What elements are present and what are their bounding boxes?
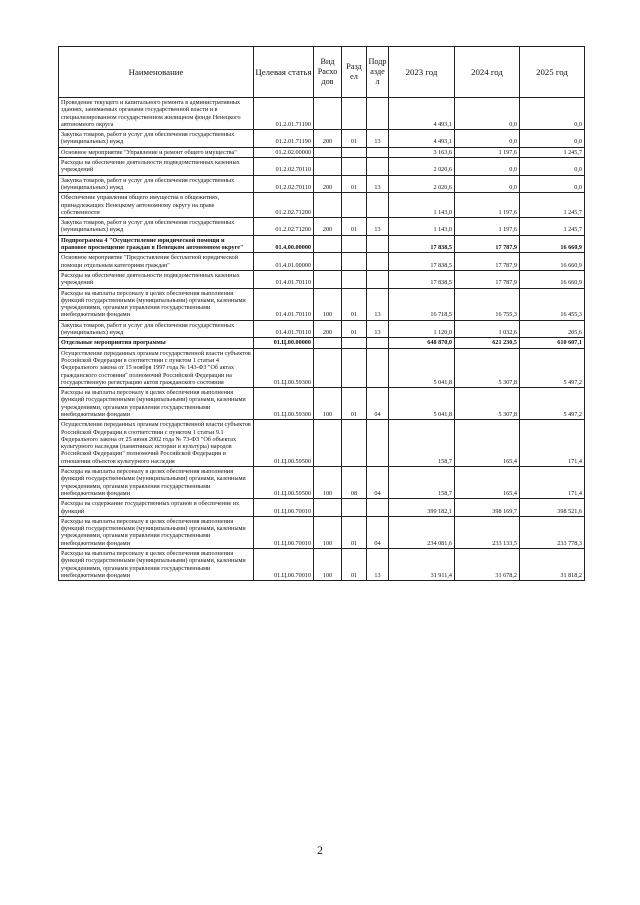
row-value-2025: 171,4 bbox=[520, 467, 585, 499]
row-podrazdel: 13 bbox=[367, 320, 389, 338]
row-article-code: 01.4.00.00000 bbox=[254, 235, 314, 253]
row-value-2024: 17 787,9 bbox=[455, 270, 520, 288]
row-podrazdel bbox=[367, 147, 389, 157]
row-value-2025: 1 245,7 bbox=[520, 147, 585, 157]
table-row bbox=[59, 388, 585, 420]
row-value-2023: 16 718,5 bbox=[389, 288, 455, 320]
row-value-2024: 165,4 bbox=[455, 420, 520, 467]
row-value-2025: 1 245,7 bbox=[520, 218, 585, 236]
table-row bbox=[59, 175, 585, 193]
row-vid: 200 bbox=[314, 218, 342, 236]
row-vid: 100 bbox=[314, 467, 342, 499]
row-name: Расходы на обеспечение деятельности подведомственных казенных учреждений bbox=[59, 158, 254, 176]
row-value-2024: 0,0 bbox=[455, 98, 520, 130]
header-vid: Вид Расхо дов bbox=[314, 47, 342, 98]
row-value-2024: 398 169,7 bbox=[455, 499, 520, 517]
row-name: Расходы на выплаты персоналу в целях обеспечения выполнения функций государственными (муниципальными) органами, казенными учреждениями, органами управления государственными внебюджетными фондами bbox=[59, 388, 254, 420]
table-row bbox=[59, 235, 585, 253]
row-razdel: 08 bbox=[342, 467, 367, 499]
row-podrazdel bbox=[367, 348, 389, 387]
row-article-code: 01.Ц.00.59300 bbox=[254, 348, 314, 387]
row-value-2023: 1 143,0 bbox=[389, 193, 455, 218]
row-razdel: 01 bbox=[342, 130, 367, 148]
table-row bbox=[59, 320, 585, 338]
row-vid bbox=[314, 348, 342, 387]
row-value-2024: 1 197,6 bbox=[455, 147, 520, 157]
table-row bbox=[59, 288, 585, 320]
table-row bbox=[59, 467, 585, 499]
row-name: Расходы на выплаты персоналу в целях обеспечения выполнения функций государственными (муниципальными) органами, казенными учреждениями, органами управления государственными внебюджетными фондами bbox=[59, 516, 254, 548]
row-value-2023: 2 020,6 bbox=[389, 158, 455, 176]
page-number: 2 bbox=[317, 843, 323, 857]
row-value-2025: 398 521,6 bbox=[520, 499, 585, 517]
row-article-code: 01.2.02.00000 bbox=[254, 147, 314, 157]
row-vid bbox=[314, 499, 342, 517]
row-razdel: 01 bbox=[342, 218, 367, 236]
row-value-2025: 205,6 bbox=[520, 320, 585, 338]
row-name: Закупка товаров, работ и услуг для обеспечения государственных (муниципальных) нужд bbox=[59, 175, 254, 193]
row-podrazdel bbox=[367, 499, 389, 517]
row-value-2025: 171,4 bbox=[520, 420, 585, 467]
table-row bbox=[59, 193, 585, 218]
row-vid: 200 bbox=[314, 175, 342, 193]
row-vid bbox=[314, 338, 342, 348]
row-article-code: 01.4.01.70110 bbox=[254, 320, 314, 338]
row-vid: 200 bbox=[314, 130, 342, 148]
row-podrazdel bbox=[367, 158, 389, 176]
row-value-2024: 0,0 bbox=[455, 175, 520, 193]
row-value-2024: 16 755,3 bbox=[455, 288, 520, 320]
row-name: Расходы на выплаты персоналу в целях обеспечения выполнения функций государственными (муниципальными) органами, казенными учреждениями, органами управления государственными внебюджетными фондами bbox=[59, 467, 254, 499]
row-razdel bbox=[342, 235, 367, 253]
row-value-2024: 0,0 bbox=[455, 158, 520, 176]
row-article-code: 01.2.01.71190 bbox=[254, 130, 314, 148]
table-row bbox=[59, 218, 585, 236]
row-value-2024: 1 197,6 bbox=[455, 218, 520, 236]
row-name: Обеспечение управления общего имущества в общежитиях, принадлежащих Ненецкому автономному округу на праве собственности bbox=[59, 193, 254, 218]
budget-table bbox=[58, 46, 585, 581]
row-value-2023: 31 911,4 bbox=[389, 549, 455, 581]
row-razdel bbox=[342, 338, 367, 348]
row-value-2023: 17 838,5 bbox=[389, 235, 455, 253]
row-value-2025: 16 660,9 bbox=[520, 253, 585, 271]
table-row bbox=[59, 420, 585, 467]
row-value-2023: 4 493,1 bbox=[389, 130, 455, 148]
row-value-2025: 0,0 bbox=[520, 175, 585, 193]
row-value-2024: 1 032,6 bbox=[455, 320, 520, 338]
row-razdel bbox=[342, 499, 367, 517]
row-value-2024: 0,0 bbox=[455, 130, 520, 148]
row-article-code: 01.Ц.00.00000 bbox=[254, 338, 314, 348]
row-value-2023: 1 120,0 bbox=[389, 320, 455, 338]
row-vid bbox=[314, 193, 342, 218]
row-value-2025: 610 607,1 bbox=[520, 338, 585, 348]
row-article-code: 01.2.02.71200 bbox=[254, 218, 314, 236]
row-article-code: 01.Ц.00.59500 bbox=[254, 420, 314, 467]
row-value-2023: 2 020,6 bbox=[389, 175, 455, 193]
row-podrazdel: 04 bbox=[367, 467, 389, 499]
row-value-2024: 17 787,9 bbox=[455, 253, 520, 271]
row-vid: 100 bbox=[314, 288, 342, 320]
row-value-2025: 0,0 bbox=[520, 158, 585, 176]
row-vid bbox=[314, 158, 342, 176]
row-vid bbox=[314, 420, 342, 467]
row-value-2023: 17 838,5 bbox=[389, 253, 455, 271]
table-row bbox=[59, 270, 585, 288]
row-value-2023: 234 081,6 bbox=[389, 516, 455, 548]
header-2024: 2024 год bbox=[455, 47, 520, 98]
row-vid: 100 bbox=[314, 516, 342, 548]
table-header-row bbox=[59, 47, 585, 98]
row-value-2025: 5 497,2 bbox=[520, 348, 585, 387]
row-article-code: 01.Ц.00.59500 bbox=[254, 467, 314, 499]
row-article-code: 01.Ц.00.70010 bbox=[254, 516, 314, 548]
row-name: Основное мероприятие "Предоставление бесплатной юридической помощи отдельным категориям граждан" bbox=[59, 253, 254, 271]
row-razdel bbox=[342, 270, 367, 288]
row-vid bbox=[314, 147, 342, 157]
row-vid: 200 bbox=[314, 320, 342, 338]
row-razdel bbox=[342, 98, 367, 130]
row-razdel: 01 bbox=[342, 549, 367, 581]
row-value-2023: 158,7 bbox=[389, 420, 455, 467]
row-value-2024: 621 230,5 bbox=[455, 338, 520, 348]
row-name: Отдельные мероприятия программы bbox=[59, 338, 254, 348]
row-value-2024: 233 133,5 bbox=[455, 516, 520, 548]
row-article-code: 01.4.01.00000 bbox=[254, 253, 314, 271]
row-value-2025: 16 455,3 bbox=[520, 288, 585, 320]
row-article-code: 01.2.02.71200 bbox=[254, 193, 314, 218]
row-name: Расходы на обеспечение деятельности подведомственных казенных учреждений bbox=[59, 270, 254, 288]
row-vid bbox=[314, 270, 342, 288]
table-row bbox=[59, 348, 585, 387]
row-article-code: 01.Ц.00.70010 bbox=[254, 549, 314, 581]
row-value-2023: 3 163,6 bbox=[389, 147, 455, 157]
row-razdel bbox=[342, 158, 367, 176]
row-value-2025: 1 245,7 bbox=[520, 193, 585, 218]
row-razdel: 01 bbox=[342, 516, 367, 548]
row-podrazdel: 13 bbox=[367, 175, 389, 193]
row-vid: 100 bbox=[314, 549, 342, 581]
row-value-2023: 5 041,8 bbox=[389, 388, 455, 420]
row-podrazdel: 04 bbox=[367, 516, 389, 548]
row-razdel: 01 bbox=[342, 288, 367, 320]
row-name: Расходы на содержание государственных органов и обеспечение их функций bbox=[59, 499, 254, 517]
header-podrazdel: Подр азде л bbox=[367, 47, 389, 98]
row-podrazdel: 13 bbox=[367, 288, 389, 320]
row-podrazdel bbox=[367, 98, 389, 130]
row-vid bbox=[314, 253, 342, 271]
row-podrazdel bbox=[367, 420, 389, 467]
row-value-2023: 1 143,0 bbox=[389, 218, 455, 236]
budget-sheet bbox=[58, 46, 584, 581]
row-vid: 100 bbox=[314, 388, 342, 420]
row-value-2025: 16 660,9 bbox=[520, 270, 585, 288]
row-article-code: 01.Ц.00.59300 bbox=[254, 388, 314, 420]
row-razdel bbox=[342, 348, 367, 387]
row-razdel: 01 bbox=[342, 388, 367, 420]
table-row bbox=[59, 130, 585, 148]
row-value-2025: 0,0 bbox=[520, 130, 585, 148]
row-name: Расходы на выплаты персоналу в целях обеспечения выполнения функций государственными (муниципальными) органами, казенными учреждениями, органами управления государственными внебюджетными фондами bbox=[59, 549, 254, 581]
row-article-code: 01.2.02.70110 bbox=[254, 175, 314, 193]
row-podrazdel bbox=[367, 338, 389, 348]
header-2023: 2023 год bbox=[389, 47, 455, 98]
row-podrazdel bbox=[367, 193, 389, 218]
table-row bbox=[59, 549, 585, 581]
row-value-2023: 17 838,5 bbox=[389, 270, 455, 288]
row-value-2023: 5 041,8 bbox=[389, 348, 455, 387]
row-article-code: 01.2.01.71190 bbox=[254, 98, 314, 130]
table-row bbox=[59, 158, 585, 176]
row-name: Закупка товаров, работ и услуг для обеспечения государственных (муниципальных) нужд bbox=[59, 130, 254, 148]
row-article-code: 01.4.01.70110 bbox=[254, 270, 314, 288]
row-name: Расходы на выплаты персоналу в целях обеспечения выполнения функций государственными (муниципальными) органами, казенными учреждениями, органами управления государственными внебюджетными фондами bbox=[59, 288, 254, 320]
row-value-2025: 31 818,2 bbox=[520, 549, 585, 581]
table-row bbox=[59, 499, 585, 517]
header-name: Наименование bbox=[59, 47, 254, 98]
row-value-2023: 158,7 bbox=[389, 467, 455, 499]
row-value-2024: 5 307,8 bbox=[455, 388, 520, 420]
header-article: Целевая статья bbox=[254, 47, 314, 98]
row-value-2023: 399 182,1 bbox=[389, 499, 455, 517]
row-name: Закупка товаров, работ и услуг для обеспечения государственных (муниципальных) нужд bbox=[59, 320, 254, 338]
row-podrazdel: 13 bbox=[367, 130, 389, 148]
row-podrazdel: 13 bbox=[367, 549, 389, 581]
row-podrazdel bbox=[367, 235, 389, 253]
row-value-2024: 31 678,2 bbox=[455, 549, 520, 581]
table-row bbox=[59, 516, 585, 548]
table-row bbox=[59, 98, 585, 130]
row-article-code: 01.Ц.00.70010 bbox=[254, 499, 314, 517]
row-name: Проведение текущего и капитального ремонта в административных зданиях, занимаемых органами государственной власти и в специализированном государственном жилищном фонде Ненецкого автономного округа bbox=[59, 98, 254, 130]
row-razdel bbox=[342, 147, 367, 157]
row-name: Основное мероприятие "Управление и ремонт общего имущества" bbox=[59, 147, 254, 157]
header-2025: 2025 год bbox=[520, 47, 585, 98]
row-name: Осуществление переданных органам государственной власти субъектов Российской Федерации в соответствии с пунктом 1 статьи 4 Федерального закона от 15 ноября 1997 года № 143-ФЗ "Об актах гражданского состояния" полномочий Российской Федерации на государственную регистрацию актов гражданского состояния bbox=[59, 348, 254, 387]
row-razdel: 01 bbox=[342, 175, 367, 193]
row-article-code: 01.2.02.70110 bbox=[254, 158, 314, 176]
row-razdel bbox=[342, 193, 367, 218]
row-vid bbox=[314, 98, 342, 130]
row-value-2024: 5 307,8 bbox=[455, 348, 520, 387]
row-razdel bbox=[342, 420, 367, 467]
row-name: Осуществление переданных органам государственной власти субъектов Российской Федерации в соответствии с пунктом 1 статьи 9.1 Федерального закона от 25 июня 2002 года № 73-ФЗ "Об объектах культурного наследия (памятниках истории и культуры) народов Российской Федерации" полномочий Российской Федерации в отношении объектов культурного наследия bbox=[59, 420, 254, 467]
row-value-2025: 16 660,9 bbox=[520, 235, 585, 253]
row-razdel bbox=[342, 253, 367, 271]
row-value-2025: 5 497,2 bbox=[520, 388, 585, 420]
row-vid bbox=[314, 235, 342, 253]
row-article-code: 01.4.01.70110 bbox=[254, 288, 314, 320]
row-value-2025: 233 778,3 bbox=[520, 516, 585, 548]
row-podrazdel: 04 bbox=[367, 388, 389, 420]
table-row bbox=[59, 147, 585, 157]
header-razdel: Разд ел bbox=[342, 47, 367, 98]
row-name: Подпрограмма 4 "Осуществление юридической помощи и правовое просвещение граждан в Ненецком автономном округе" bbox=[59, 235, 254, 253]
table-row bbox=[59, 253, 585, 271]
row-value-2024: 1 197,6 bbox=[455, 193, 520, 218]
row-value-2023: 648 870,0 bbox=[389, 338, 455, 348]
row-podrazdel bbox=[367, 253, 389, 271]
row-podrazdel bbox=[367, 270, 389, 288]
table-row bbox=[59, 338, 585, 348]
row-name: Закупка товаров, работ и услуг для обеспечения государственных (муниципальных) нужд bbox=[59, 218, 254, 236]
row-razdel: 01 bbox=[342, 320, 367, 338]
row-podrazdel: 13 bbox=[367, 218, 389, 236]
table-body bbox=[59, 98, 585, 581]
row-value-2025: 0,0 bbox=[520, 98, 585, 130]
row-value-2024: 17 787,9 bbox=[455, 235, 520, 253]
row-value-2023: 4 493,1 bbox=[389, 98, 455, 130]
row-value-2024: 165,4 bbox=[455, 467, 520, 499]
